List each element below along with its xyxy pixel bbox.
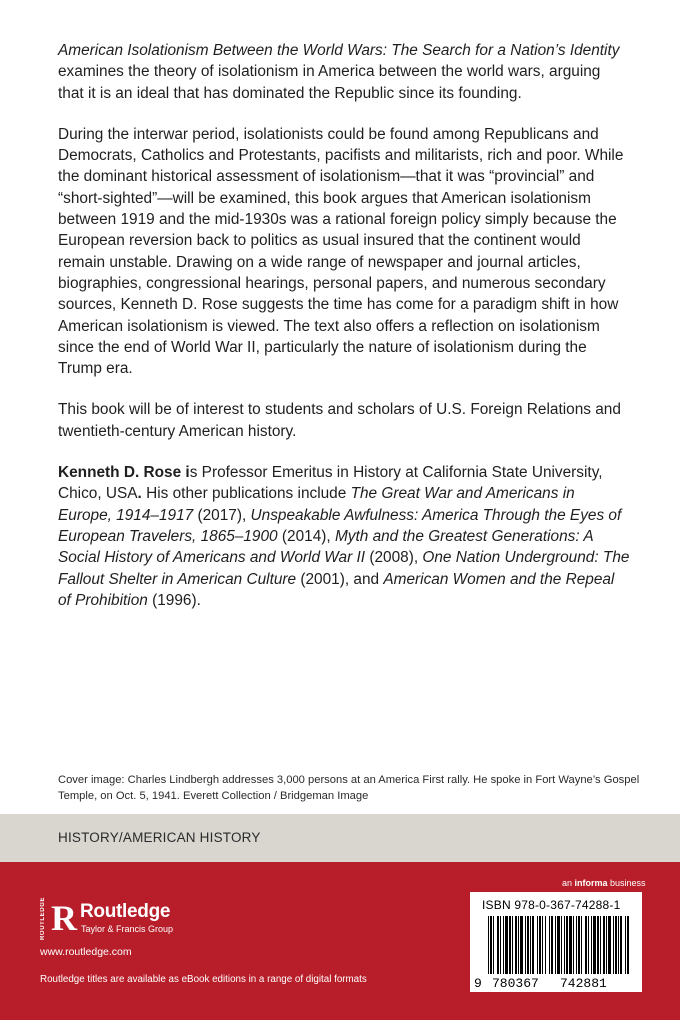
barcode-bar (549, 916, 550, 974)
isbn-barcode (470, 892, 642, 992)
barcode-bar (591, 916, 592, 974)
barcode-bar (588, 916, 589, 974)
barcode-bar (505, 916, 508, 974)
ebook-note: Routledge titles are available as eBook editions in a range of digital formats (40, 974, 367, 985)
book-title: American Isolationism Between the World Wars: The Search for a Nation’s Identity (58, 42, 620, 59)
description-paragraph-1 (58, 40, 630, 104)
barcode-bar (600, 916, 601, 974)
barcode-bar (578, 916, 580, 974)
barcode-bar (593, 916, 596, 974)
barcode-bar (569, 916, 572, 974)
description-paragraph-2: During the interwar period, isolationists could be found among Republicans and Democrats, Catholics and Protestants, pacifists and militarists, rich and poor. While the dominant historical assessment of isolationism—that it was “provincial” and “short-sighted”—will be examined, this book argues that American isolationism between 1919 and the mid-1930s was a rational foreign policy simply because the European reversion back to politics as usual insured that the continent would remain unstable. Drawing on a wide range of newspaper and journal articles, biographies, congressional hearings, personal papers, and numerous secondary sources, Kenneth D. Rose suggests the time has come for a paradigm shift in how American isolationism is viewed. The text also offers a reflection on isolationism since the end of World War II, particularly the nature of isolationism during the Trump era. (58, 125, 624, 378)
back-cover-text (58, 40, 630, 631)
barcode-bar (490, 916, 492, 974)
barcode-bar (530, 916, 531, 974)
barcode-bar (620, 916, 622, 974)
routledge-logo (40, 896, 210, 940)
subject-band (0, 814, 680, 862)
barcode-bar (488, 916, 489, 974)
barcode-bar (512, 916, 513, 974)
cover-image-credit: Cover image: Charles Lindbergh addresses 3,000 persons at an America First rally. He spoke in Fort Wayne’s Gospel Temple, on Oct. 5, 1941. Everett Collection / Bridgeman Image (58, 774, 640, 802)
barcode-bar (509, 916, 511, 974)
barcode-bar (542, 916, 543, 974)
barcode-bar (518, 916, 519, 974)
barcode-bar (503, 916, 504, 974)
barcode-digits-right: 742881 (560, 976, 607, 991)
barcode-bar (627, 916, 629, 974)
barcode-bar (545, 916, 546, 974)
barcode-digits-left: 780367 (492, 976, 539, 991)
barcode-bar (597, 916, 599, 974)
barcode-bar (537, 916, 538, 974)
publisher-name: Routledge (80, 901, 171, 922)
barcode-bar (608, 916, 611, 974)
barcode-bar (581, 916, 582, 974)
barcode-bar (497, 916, 499, 974)
barcode-bar (566, 916, 568, 974)
barcode-bar (561, 916, 562, 974)
subject-category: HISTORY/AMERICAN HISTORY (58, 830, 261, 845)
barcode-bar (539, 916, 541, 974)
routledge-r-icon: R (51, 898, 77, 938)
barcode-bar (527, 916, 529, 974)
barcode-bar (585, 916, 587, 974)
barcode-bar (557, 916, 560, 974)
publisher-website: www.routledge.com (40, 946, 132, 958)
barcode-bar (618, 916, 619, 974)
barcode-bar (603, 916, 605, 974)
description-text: examines the theory of isolationism in America between the world wars, arguing that it is an ideal that has dominated the Republic since its founding. (58, 63, 601, 102)
barcode-bar (525, 916, 526, 974)
barcode-bar (573, 916, 574, 974)
barcode-bar (515, 916, 517, 974)
barcode-bar (500, 916, 501, 974)
barcode-bar (520, 916, 523, 974)
description-paragraph-3: This book will be of interest to students and scholars of U.S. Foreign Relations and twentieth-century American history. (58, 401, 621, 440)
barcode-bar (493, 916, 494, 974)
barcode-bar (625, 916, 626, 974)
author-name: Kenneth D. Rose i (58, 464, 190, 482)
barcode-digit-prefix: 9 (474, 976, 482, 991)
publisher-footer (0, 862, 680, 1020)
barcode-bar (551, 916, 553, 974)
barcode-bar (564, 916, 565, 974)
publisher-group: Taylor & Francis Group (81, 924, 174, 934)
barcode-icon (470, 892, 642, 992)
barcode-bar (576, 916, 577, 974)
barcode-bar (532, 916, 534, 974)
barcode-bar (615, 916, 617, 974)
author-bio: Kenneth D. Rose is Professor Emeritus in History at California State University, Chico, USA. His other publications include The Great War and Americans in Europe, 1914–1917 (2017), Unspeakable Awfulness: America Through the Eyes of European Travelers, 1865–1900 (2014), Myth and the Greatest Generations: A Social History of Americans and World War II (2008), One Nation Underground: The Fallout Shelter in American Culture (2001), and American Women and the Repeal of Prohibition (1996). (58, 464, 630, 609)
barcode-bar (613, 916, 614, 974)
barcode-bar (555, 916, 556, 974)
logo-side-text: ROUTLEDGE (40, 896, 46, 940)
informa-tagline: an informa business (562, 878, 646, 888)
barcode-bar (606, 916, 607, 974)
isbn-label: ISBN 978-0-367-74288-1 (482, 898, 621, 912)
